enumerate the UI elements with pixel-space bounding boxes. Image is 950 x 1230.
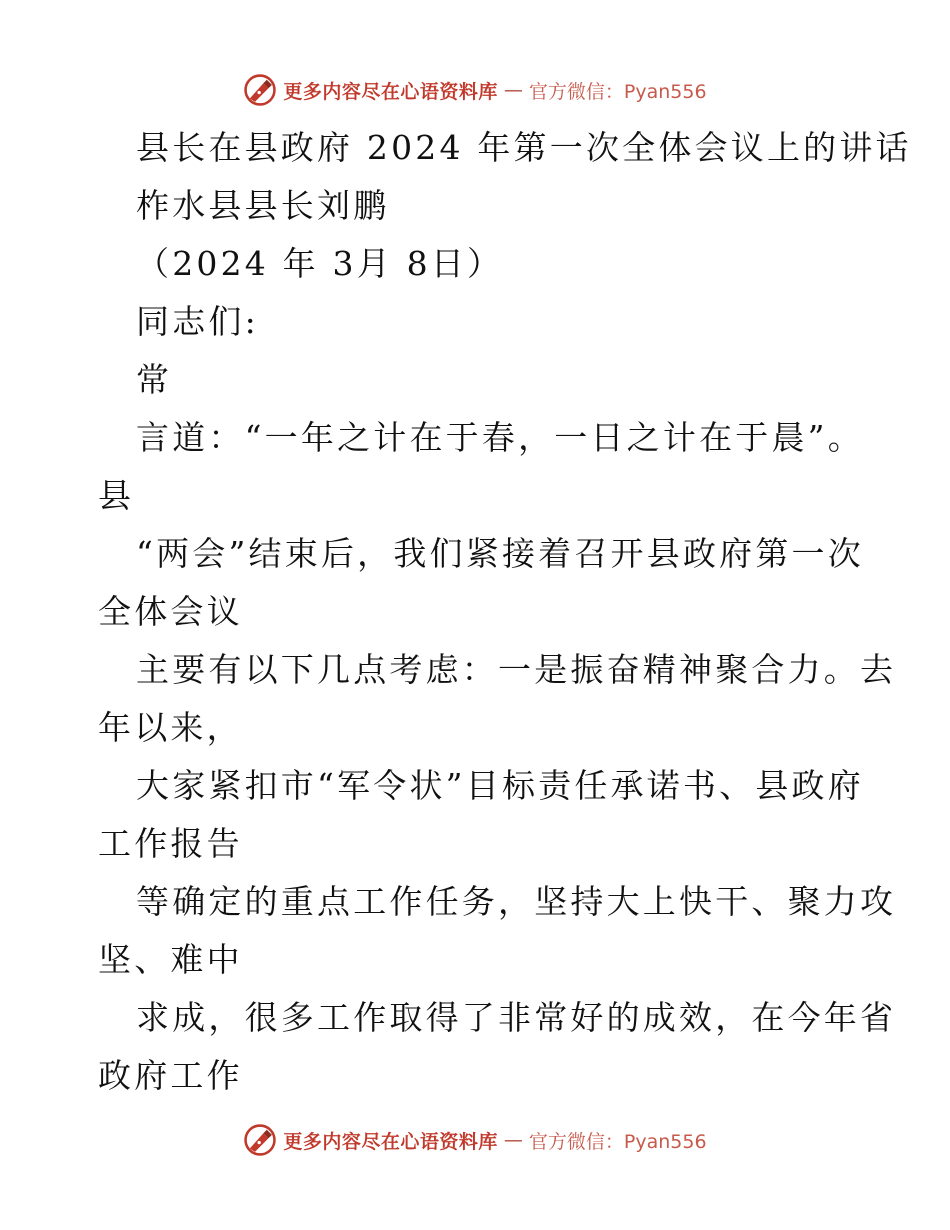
- paragraph-line: 年以来，: [98, 708, 243, 747]
- header-watermark: [0, 72, 950, 108]
- footer-watermark: [0, 1122, 950, 1158]
- paragraph-line: 等确定的重点工作任务，坚持大上快干、聚力攻: [136, 882, 897, 921]
- watermark-main-text: 更多内容尽在心语资料库: [283, 1130, 498, 1153]
- document-date: （2024 年 3月 8日）: [136, 244, 504, 283]
- paragraph-line: 常: [136, 360, 173, 399]
- watermark-separator: —: [503, 1129, 523, 1151]
- watermark-main-text: 更多内容尽在心语资料库: [283, 80, 498, 103]
- paragraph-line: 全体会议: [98, 592, 243, 631]
- document-author: 柞水县县长刘鹏: [136, 186, 390, 225]
- paragraph-line: 主要有以下几点考虑：一是振奋精神聚合力。去: [136, 650, 897, 689]
- paragraph-line: 言道：“一年之计在于春，一日之计在于晨”。: [136, 418, 864, 457]
- pen-nib-logo-icon: [243, 1123, 277, 1157]
- salutation: 同志们:: [136, 302, 259, 341]
- pen-nib-logo-icon: [243, 73, 277, 107]
- paragraph-line: 政府工作: [98, 1056, 243, 1095]
- watermark-separator: —: [503, 79, 523, 101]
- document-title: 县长在县政府 2024 年第一次全体会议上的讲话: [136, 128, 912, 167]
- paragraph-line: 县: [98, 476, 135, 515]
- watermark-wechat-text: 官方微信：Pyan556: [528, 80, 707, 103]
- paragraph-line: “两会”结束后，我们紧接着召开县政府第一次: [136, 534, 864, 573]
- paragraph-line: 大家紧扣市“军令状”目标责任承诺书、县政府: [136, 766, 864, 805]
- watermark-wechat-text: 官方微信：Pyan556: [528, 1130, 707, 1153]
- paragraph-line: 坚、难中: [98, 940, 243, 979]
- paragraph-line: 求成，很多工作取得了非常好的成效，在今年省: [136, 998, 897, 1037]
- paragraph-line: 工作报告: [98, 824, 243, 863]
